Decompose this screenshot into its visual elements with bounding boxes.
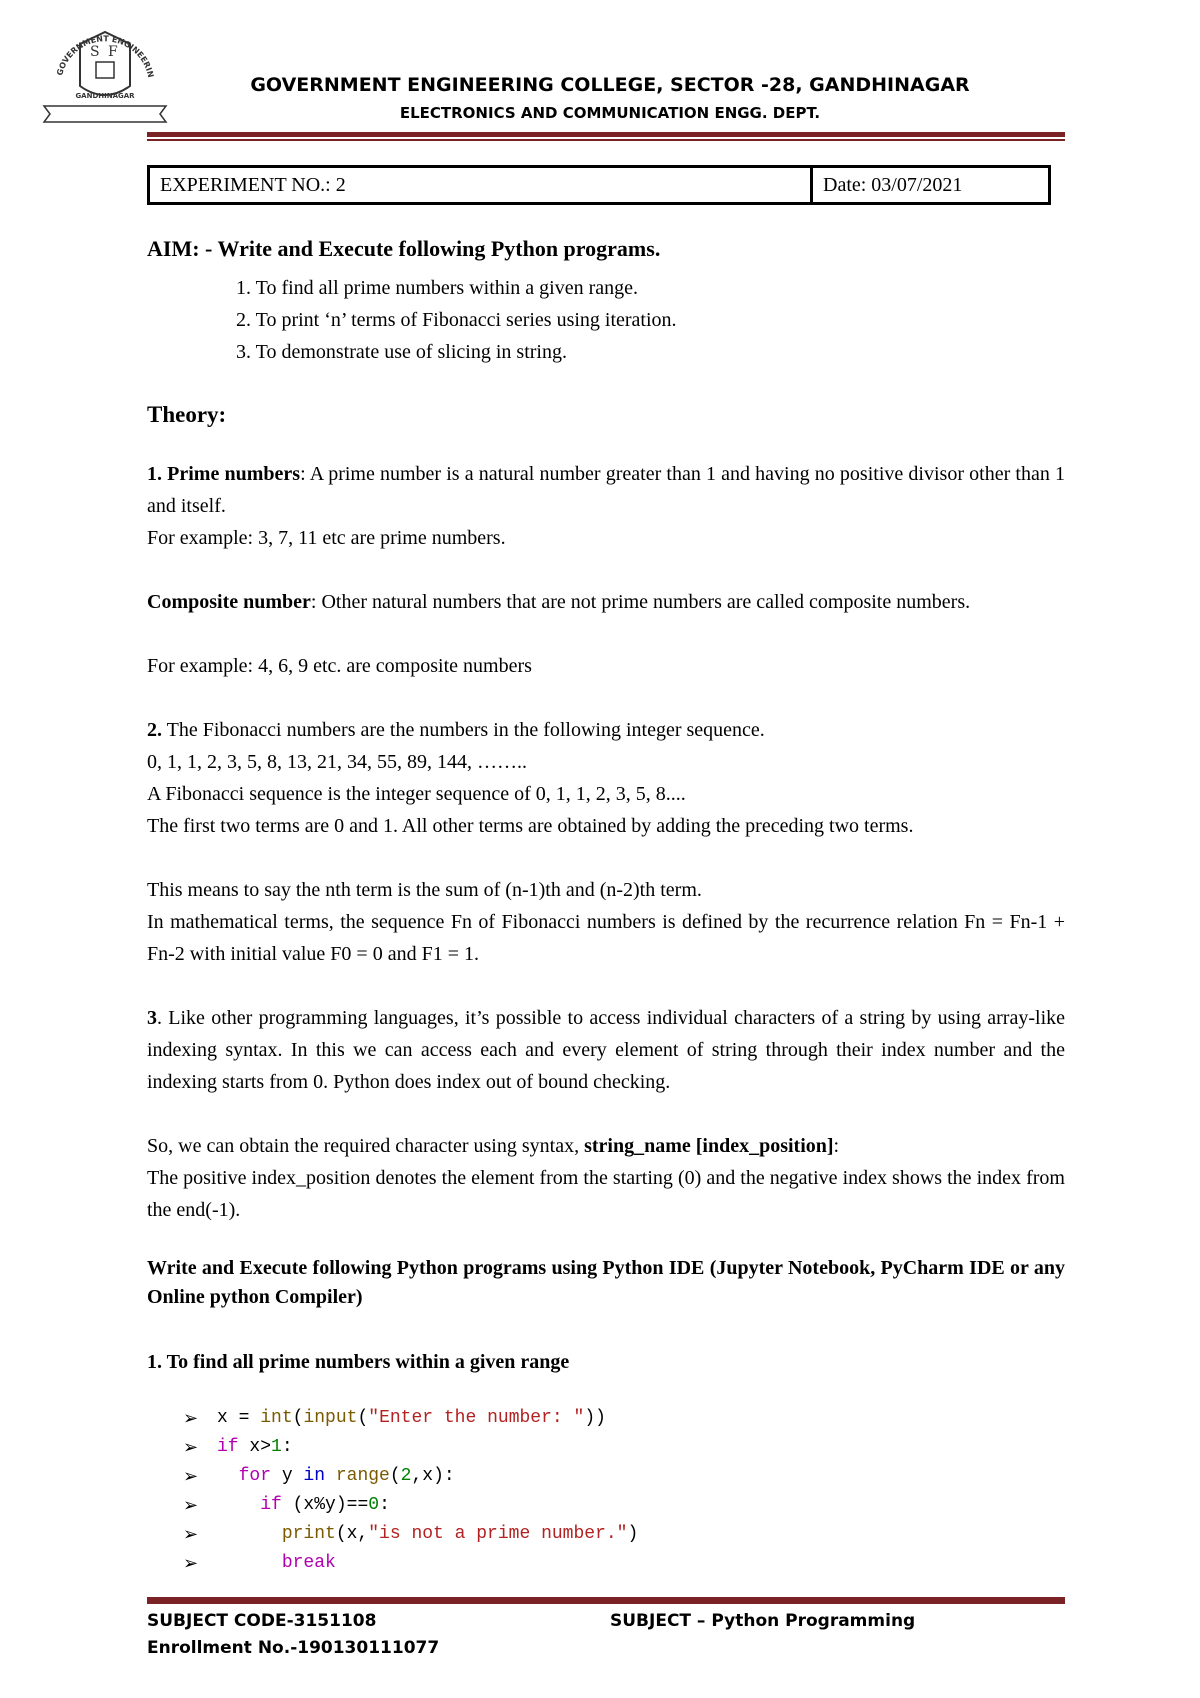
syntax-line: So, we can obtain the required character using syntax, string_name [index_position]:: [147, 1135, 840, 1157]
composite-text: : Other natural numbers that are not prime numbers are called composite numbers.: [310, 591, 971, 613]
instructions: Write and Execute following Python programs using Python IDE (Jupyter Notebook, PyCharm IDE or any Online python Compiler): [147, 1257, 1065, 1308]
code-block: [183, 1404, 638, 1578]
fibonacci-line: A Fibonacci sequence is the integer sequence of 0, 1, 1, 2, 3, 5, 8....: [147, 783, 686, 805]
subject-code: SUBJECT CODE-3151108: [147, 1611, 377, 1631]
fibonacci-line: The first two terms are 0 and 1. All other terms are obtained by adding the preceding two terms.: [147, 815, 914, 837]
code-line: ➢ if (x%y)== 0 :: [183, 1491, 638, 1520]
fibonacci-intro: [147, 714, 1065, 746]
slicing-end: The positive index_position denotes the element from the starting (0) and the negative index shows the index from the end(-1).: [147, 1167, 1065, 1221]
fibonacci-line: The Fibonacci numbers are the numbers in the following integer sequence.: [162, 719, 765, 741]
code-line: ➢ for y in range ( 2 ,x):: [183, 1462, 638, 1491]
enrollment-number: Enrollment No.-190130111077: [147, 1638, 440, 1658]
fibonacci-line: This means to say the nth term is the sum of (n-1)th and (n-2)th term.: [147, 879, 702, 901]
composite-example: For example: 4, 6, 9 etc. are composite numbers: [147, 655, 532, 677]
svg-text:F: F: [108, 44, 118, 60]
logo-arc-text: GOVERNMENT ENGINEERIN: [55, 34, 156, 79]
prime-label: 1. Prime numbers: [147, 463, 301, 485]
college-name: GOVERNMENT ENGINEERING COLLEGE, SECTOR -28, GANDHINAGAR: [250, 74, 970, 96]
arrow-bullet-icon: ➢: [183, 1524, 199, 1545]
arrow-bullet-icon: ➢: [183, 1466, 199, 1487]
arrow-bullet-icon: ➢: [183, 1495, 199, 1516]
prime-example: For example: 3, 7, 11 etc are prime numbers.: [147, 527, 506, 549]
aim-item: 1. To find all prime numbers within a given range.: [236, 277, 639, 299]
department-name: ELECTRONICS AND COMMUNICATION ENGG. DEPT.: [399, 104, 821, 122]
experiment-date: Date: 03/07/2021: [823, 174, 963, 196]
prime-paragraph: [147, 458, 1065, 522]
svg-text:S: S: [90, 44, 100, 60]
fibonacci-sequence: 0, 1, 1, 2, 3, 5, 8, 13, 21, 34, 55, 89, 144, ……..: [147, 751, 527, 773]
prime-text: : A prime number is a natural number greater than 1 and having no positive divisor other than 1 and itself.: [147, 463, 1065, 517]
code-line: ➢ print (x, "is not a prime number." ): [183, 1520, 638, 1549]
aim-item: 2. To print ‘n’ terms of Fibonacci series using iteration.: [236, 309, 677, 331]
header-rule: [147, 132, 1065, 137]
fibonacci-number: 2.: [147, 719, 162, 741]
code-line: ➢ if x> 1 :: [183, 1433, 638, 1462]
slicing-number: 3: [147, 1007, 157, 1029]
code-line: ➢ x = int ( input ( "Enter the number: " )): [183, 1404, 638, 1433]
aim-list: [236, 272, 677, 368]
composite-paragraph: [147, 586, 1065, 618]
arrow-bullet-icon: ➢: [183, 1553, 199, 1574]
header-rule-thin: [147, 139, 1065, 141]
aim-title: AIM: - Write and Execute following Python programs.: [147, 236, 661, 261]
slicing-paragraph: [147, 1002, 1065, 1098]
aim-item: 3. To demonstrate use of slicing in string.: [236, 341, 567, 363]
fibonacci-line: In mathematical terms, the sequence Fn of Fibonacci numbers is defined by the recurrence relation Fn = Fn-1 + Fn-2 with initial value F0 = 0 and F1 = 1.: [147, 911, 1065, 965]
experiment-box: [147, 165, 1051, 205]
experiment-number: EXPERIMENT NO.: 2: [150, 168, 813, 202]
composite-label: Composite number: [147, 591, 311, 613]
syntax-code: string_name [index_position]: [584, 1135, 834, 1157]
code-line: ➢ break: [183, 1549, 638, 1578]
theory-heading: Theory:: [147, 402, 227, 427]
logo-bottom-text: GANDHINAGAR: [75, 92, 135, 100]
arrow-bullet-icon: ➢: [183, 1408, 199, 1429]
college-logo: [40, 14, 170, 126]
arrow-bullet-icon: ➢: [183, 1437, 199, 1458]
slicing-text: . Like other programming languages, it’s possible to access individual characters of a string by using array-like indexing syntax. In this we can access each and every element of string through their index number and the indexing starts from 0. Python does index out of bound checking.: [147, 1007, 1065, 1093]
subject-name: SUBJECT – Python Programming: [610, 1611, 916, 1631]
footer-rule: [147, 1597, 1065, 1604]
program1-title: 1. To find all prime numbers within a given range: [147, 1351, 570, 1373]
